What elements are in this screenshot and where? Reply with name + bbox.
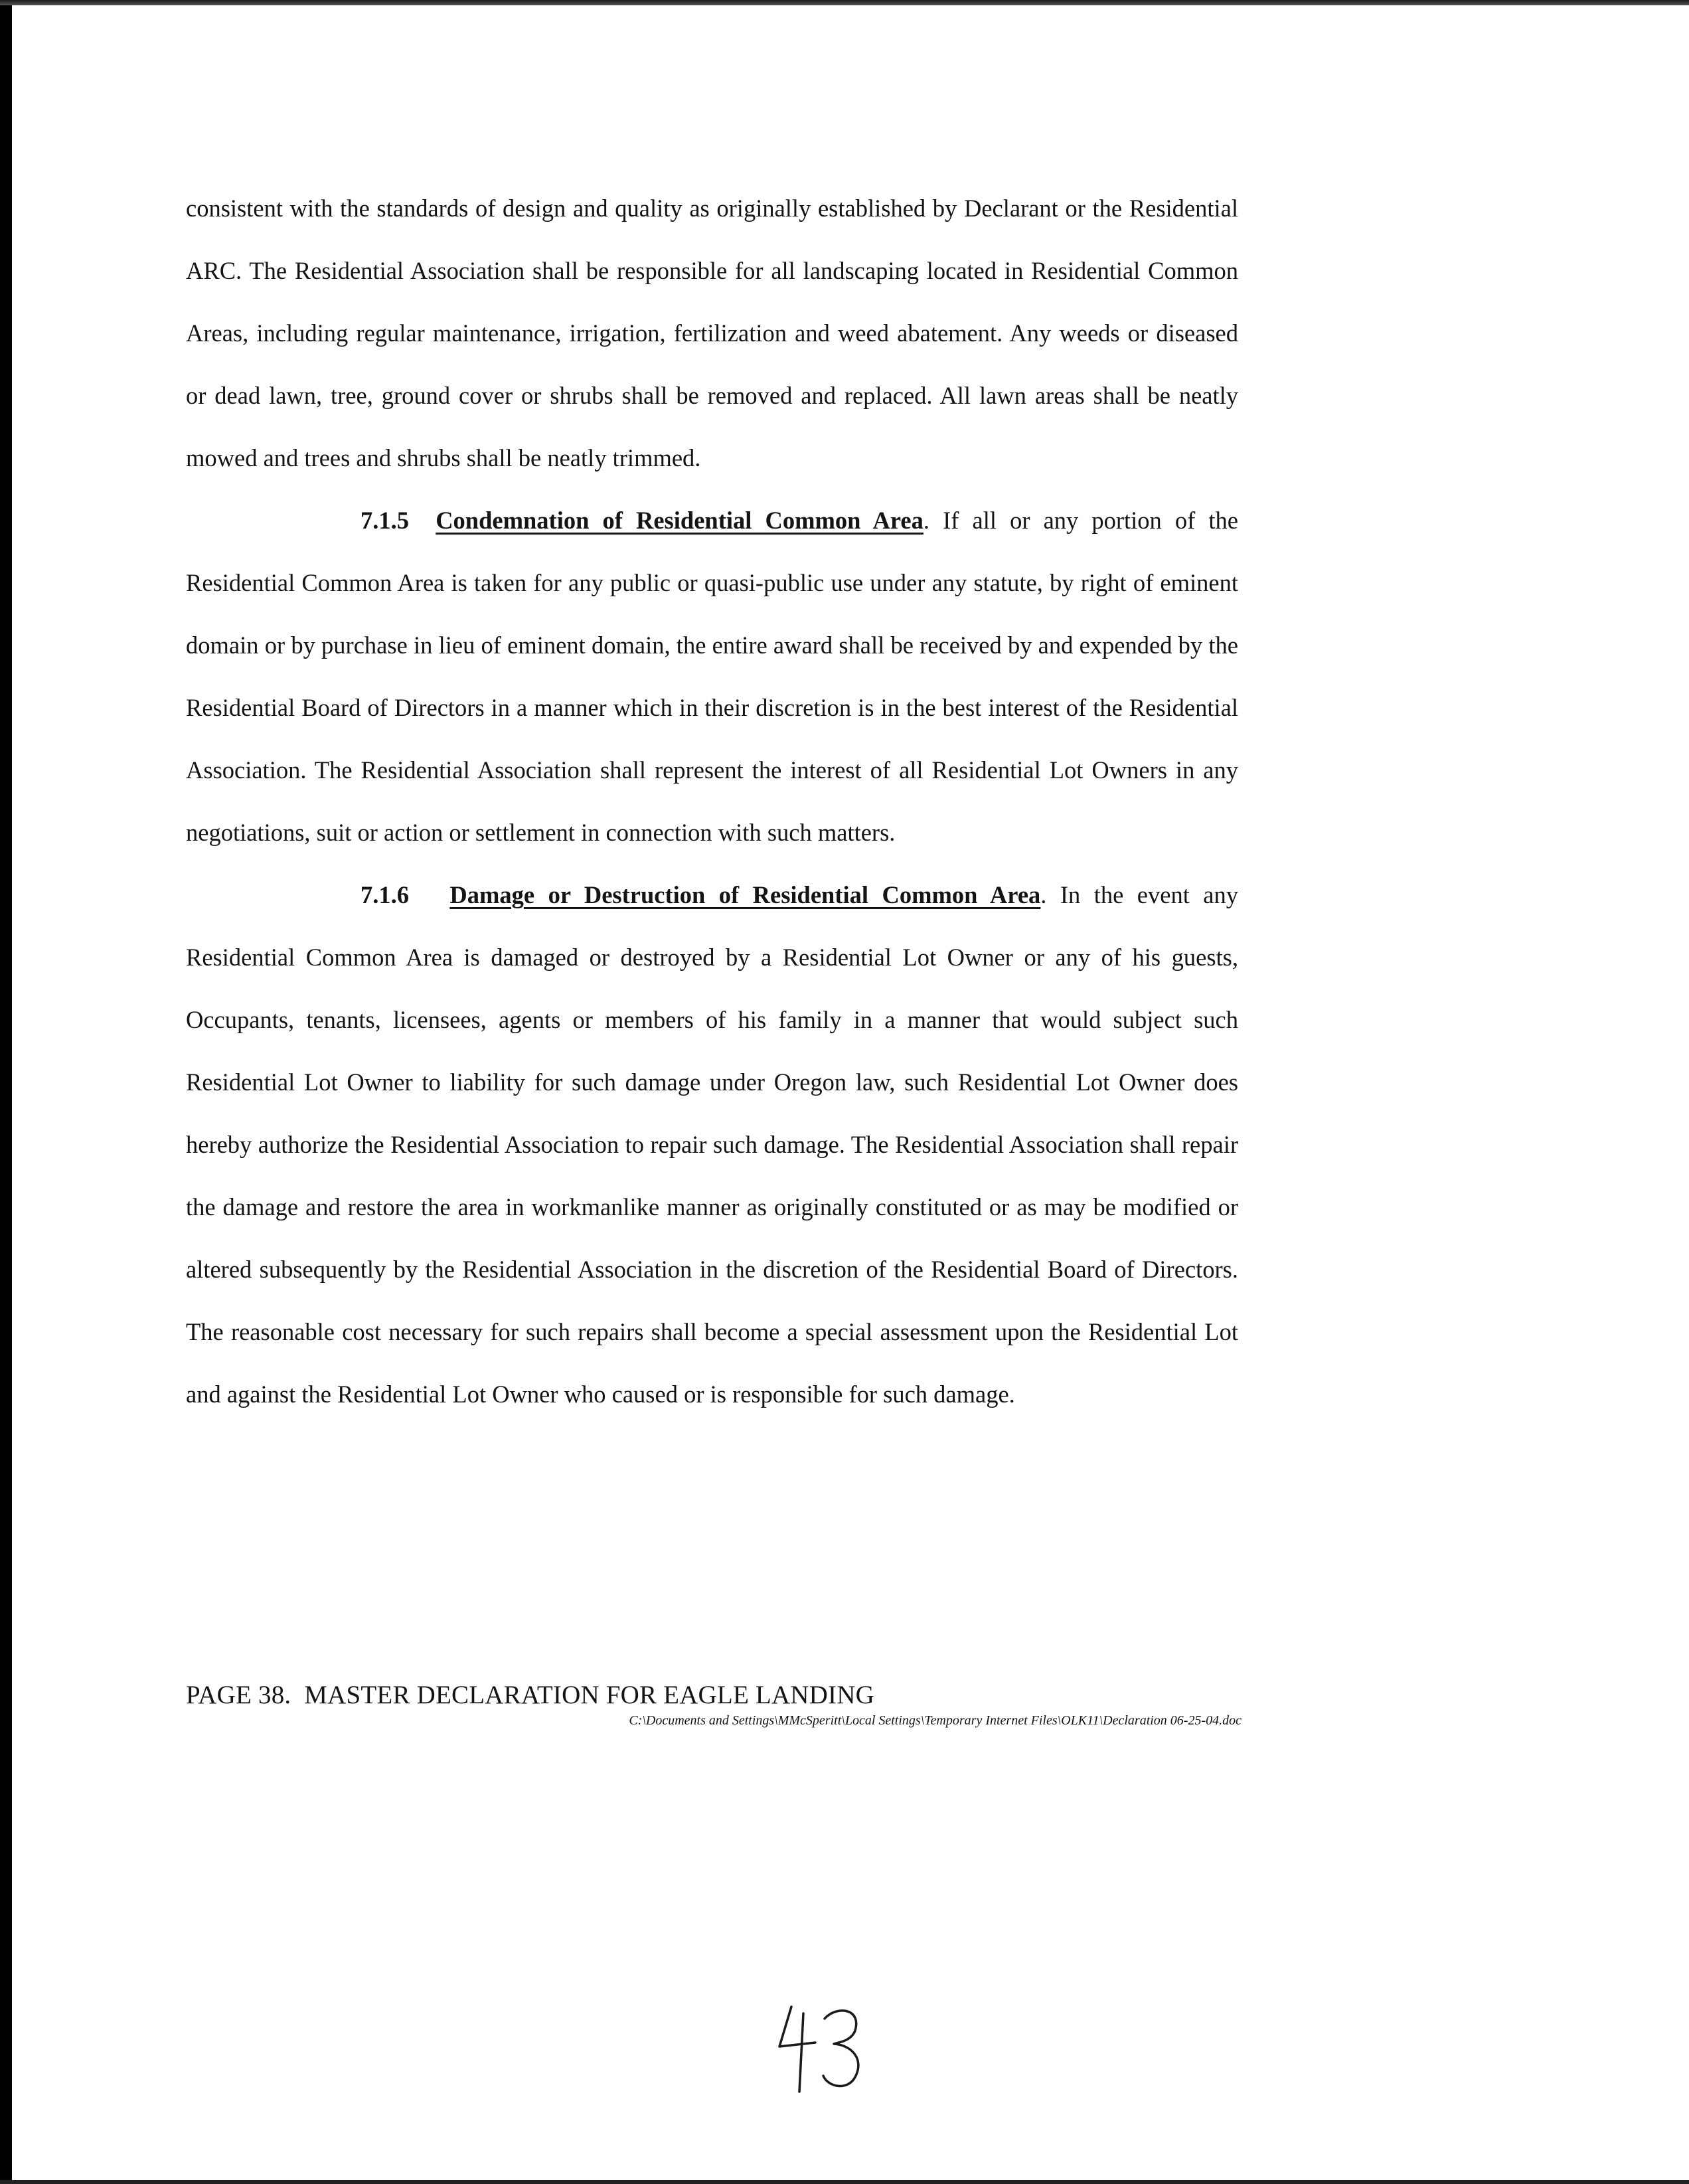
section-number: 7.1.6	[361, 881, 409, 908]
handwritten-page-number	[770, 1999, 876, 2098]
section-number: 7.1.5	[361, 507, 409, 534]
section-7-1-6	[186, 864, 1238, 1426]
footer-page-label: PAGE 38.	[186, 1681, 291, 1709]
section-7-1-5	[186, 489, 1238, 864]
section-text: . If all or any portion of the Residential Common Area is taken for any public or quasi-public use under any statute, by right of eminent domain or by purchase in lieu of eminent domain, the entire award shall be received by and expended by the Residential Board of Directors in a manner which in their discretion is in the best interest of the Residential Association. The Residential Association shall represent the interest of all Residential Lot Owners in any negotiations, suit or action or settlement in connection with such matters.	[186, 507, 1238, 846]
section-text: . In the event any Residential Common Area is damaged or destroyed by a Residential Lot Owner or any of his guests, Occupants, tenants, licensees, agents or members of his family in a manner that would subject such Residential Lot Owner to liability for such damage under Oregon law, such Residential Lot Owner does hereby authorize the Residential Association to repair such damage. The Residential Association shall repair the damage and restore the area in workmanlike manner as originally constituted or as may be modified or altered subsequently by the Residential Association in the discretion of the Residential Board of Directors. The reasonable cost necessary for such repairs shall become a special assessment upon the Residential Lot and against the Residential Lot Owner who caused or is responsible for such damage.	[186, 881, 1239, 1408]
scan-border-bottom	[0, 2180, 1689, 2184]
footer-file-path: C:\Documents and Settings\MMcSperitt\Local Settings\Temporary Internet Files\OLK11\Declaration 06-25-04.doc	[629, 1713, 1242, 1728]
section-title: Damage or Destruction of Residential Common Area	[449, 881, 1041, 908]
page-footer	[186, 1680, 1242, 1729]
scan-border-left	[0, 0, 12, 2184]
scan-border-top	[0, 0, 1689, 5]
section-title: Condemnation of Residential Common Area	[436, 507, 924, 534]
footer-title	[186, 1680, 1242, 1711]
document-body	[186, 177, 1238, 1426]
footer-doc-title: MASTER DECLARATION FOR EAGLE LANDING	[304, 1681, 874, 1709]
paragraph-landscaping: consistent with the standards of design and quality as originally established by Declarant or the Residential ARC. The Residential Association shall be responsible for all landscaping located in Residential Common Areas, including regular maintenance, irrigation, fertilization and weed abatement. Any weeds or diseased or dead lawn, tree, ground cover or shrubs shall be removed and replaced. All lawn areas shall be neatly mowed and trees and shrubs shall be neatly trimmed.	[186, 195, 1238, 471]
